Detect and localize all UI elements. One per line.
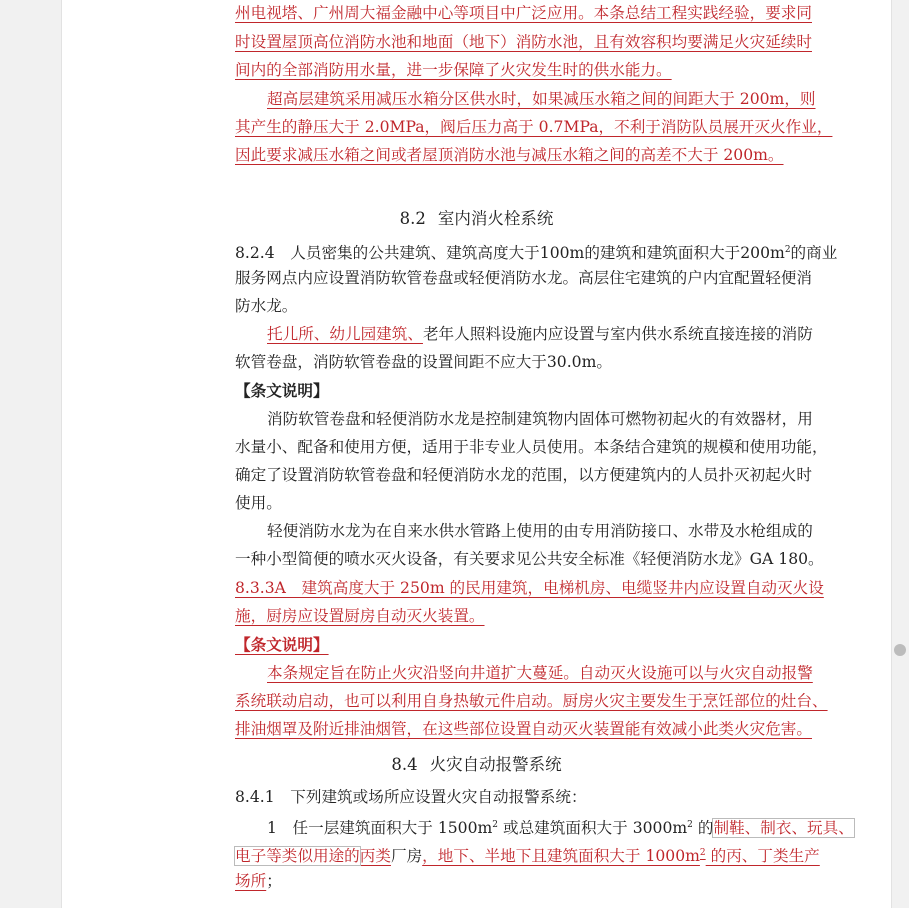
revised-text: 其产生的静压大于 2.0MPa，阀后压力高于 0.7MPa，不利于消防队员展开灭火作业， bbox=[235, 118, 833, 136]
text-segment: 的商业 bbox=[790, 244, 838, 263]
text-segment: 服务网点内应设置消防软管卷盘或轻便消防水龙。高层住宅建筑的户内宜配置轻便消 bbox=[235, 269, 812, 287]
text-segment: 的 bbox=[692, 819, 714, 838]
revised-text: 本条规定旨在防止火灾沿竖向井道扩大蔓延。自动灭火设施可以与火灾自动报警 bbox=[267, 664, 813, 682]
text-line bbox=[235, 718, 812, 740]
scrollbar-thumb[interactable] bbox=[894, 644, 906, 656]
text-line bbox=[235, 786, 800, 808]
text-line bbox=[235, 267, 812, 289]
text-line bbox=[235, 577, 824, 599]
section-title: 室内消火栓系统 bbox=[437, 209, 554, 228]
text-segment: 2 bbox=[784, 245, 791, 255]
section-heading bbox=[62, 205, 891, 229]
revised-text: 间内的全部消防用水量，进一步保障了火灾发生时的供水能力。 bbox=[235, 61, 672, 79]
text-line bbox=[267, 88, 816, 110]
revised-text: 电子等类似用途的 bbox=[235, 847, 360, 866]
revised-text: 托儿所、幼儿园建筑、 bbox=[267, 325, 423, 343]
text-segment: 防水龙。 bbox=[235, 297, 298, 315]
text-segment: 水量小、配备和使用方便，适用于非专业人员使用。本条结合建筑的规模和使用功能， bbox=[235, 438, 828, 456]
text-segment: 或总建筑面积大于 3000m bbox=[498, 819, 688, 838]
text-line bbox=[235, 2, 812, 24]
text-line bbox=[235, 690, 828, 712]
revised-text: 场所 bbox=[235, 872, 267, 890]
revised-text: 制鞋、制衣、玩具、 bbox=[713, 819, 854, 838]
text-segment: 厂房 bbox=[390, 847, 423, 866]
revised-text: 因此要求减压水箱之间或者屋顶消防水池与减压水箱之间的高差不大于 200m。 bbox=[235, 146, 784, 164]
text-segment: 老年人照料设施内应设置与室内供水系统直接连接的消防 bbox=[422, 325, 813, 343]
text-line bbox=[267, 814, 854, 839]
text-line bbox=[267, 520, 813, 542]
text-line bbox=[267, 662, 813, 684]
text-segment: 消防软管卷盘和轻便消防水龙是控制建筑物内固体可燃物初起火的有效器材，用 bbox=[267, 410, 813, 428]
text-segment: 使用。 bbox=[235, 494, 282, 512]
text-line bbox=[235, 436, 828, 458]
text-segment: 1 任一层建筑面积大于 1500m bbox=[267, 819, 493, 838]
revised-text: 2 bbox=[699, 848, 706, 858]
text-line bbox=[235, 870, 800, 892]
text-segment: 2 bbox=[492, 820, 499, 830]
text-line bbox=[235, 380, 800, 402]
text-segment: 轻便消防水龙为在自来水供水管路上使用的由专用消防接口、水带及水枪组成的 bbox=[267, 522, 813, 540]
text-segment: 【条文说明】 bbox=[235, 381, 329, 400]
text-line bbox=[235, 605, 800, 627]
text-line bbox=[235, 31, 812, 53]
revised-text: 8.3.3A 建筑高度大于 250m 的民用建筑，电梯机房、电缆竖井内应设置自动灭火设 bbox=[235, 579, 824, 597]
revised-text: 排油烟罩及附近排油烟管，在这些部位设置自动灭火装置能有效减小此类火灾危害。 bbox=[235, 720, 812, 738]
section-title: 火灾自动报警系统 bbox=[429, 755, 562, 774]
text-segment: 一种小型简便的喷水灭火设备，有关要求见公共安全标准《轻便消防水龙》GA 180。 bbox=[235, 550, 824, 568]
revised-text: 的丙、丁类生产 bbox=[705, 847, 820, 866]
revised-text: 州电视塔、广州周大福金融中心等项目中广泛应用。本条总结工程实践经验，要求同 bbox=[235, 4, 812, 22]
text-segment: 8.4.1 下列建筑或场所应设置火灾自动报警系统： bbox=[235, 788, 587, 806]
text-line bbox=[235, 464, 812, 486]
revised-text: 超高层建筑采用减压水箱分区供水时，如果减压水箱之间的间距大于 200m，则 bbox=[267, 90, 816, 108]
revised-text: 施，厨房应设置厨房自动灭火装置。 bbox=[235, 607, 485, 625]
text-line bbox=[235, 492, 800, 514]
text-segment: 2 bbox=[687, 820, 693, 830]
text-line bbox=[235, 295, 800, 317]
section-number: 8.2 bbox=[399, 209, 426, 228]
revised-text: 丙类 bbox=[359, 847, 391, 866]
text-line bbox=[267, 323, 813, 345]
section-number: 8.4 bbox=[391, 755, 418, 774]
section-heading bbox=[62, 751, 891, 775]
text-segment: 确定了设置消防软管卷盘和轻便消防水龙的范围，以方便建筑内的人员扑灭初起火时 bbox=[235, 466, 812, 484]
text-line bbox=[235, 634, 800, 656]
text-line bbox=[235, 144, 800, 166]
text-line bbox=[235, 548, 824, 570]
text-line bbox=[235, 842, 820, 867]
revised-text: 系统联动启动，也可以利用自身热敏元件启动。厨房火灾主要发生于烹饪部位的灶台、 bbox=[235, 692, 828, 710]
revised-text: 【条文说明】 bbox=[235, 635, 329, 654]
document-page bbox=[61, 0, 892, 908]
text-line bbox=[235, 351, 800, 373]
text-line bbox=[235, 59, 800, 81]
text-segment: 8.2.4 人员密集的公共建筑、建筑高度大于100m的建筑和建筑面积大于200m bbox=[235, 244, 785, 263]
text-line bbox=[235, 116, 833, 138]
text-segment: 软管卷盘，消防软管卷盘的设置间距不应大于30.0m。 bbox=[235, 353, 612, 371]
text-line bbox=[267, 408, 813, 430]
revised-text: 时设置屋顶高位消防水池和地面（地下）消防水池，且有效容积均要满足火灾延续时 bbox=[235, 33, 812, 51]
text-line bbox=[235, 239, 838, 264]
revised-text: ，地下、半地下且建筑面积大于 1000m bbox=[422, 847, 700, 866]
text-segment: ； bbox=[266, 872, 282, 890]
